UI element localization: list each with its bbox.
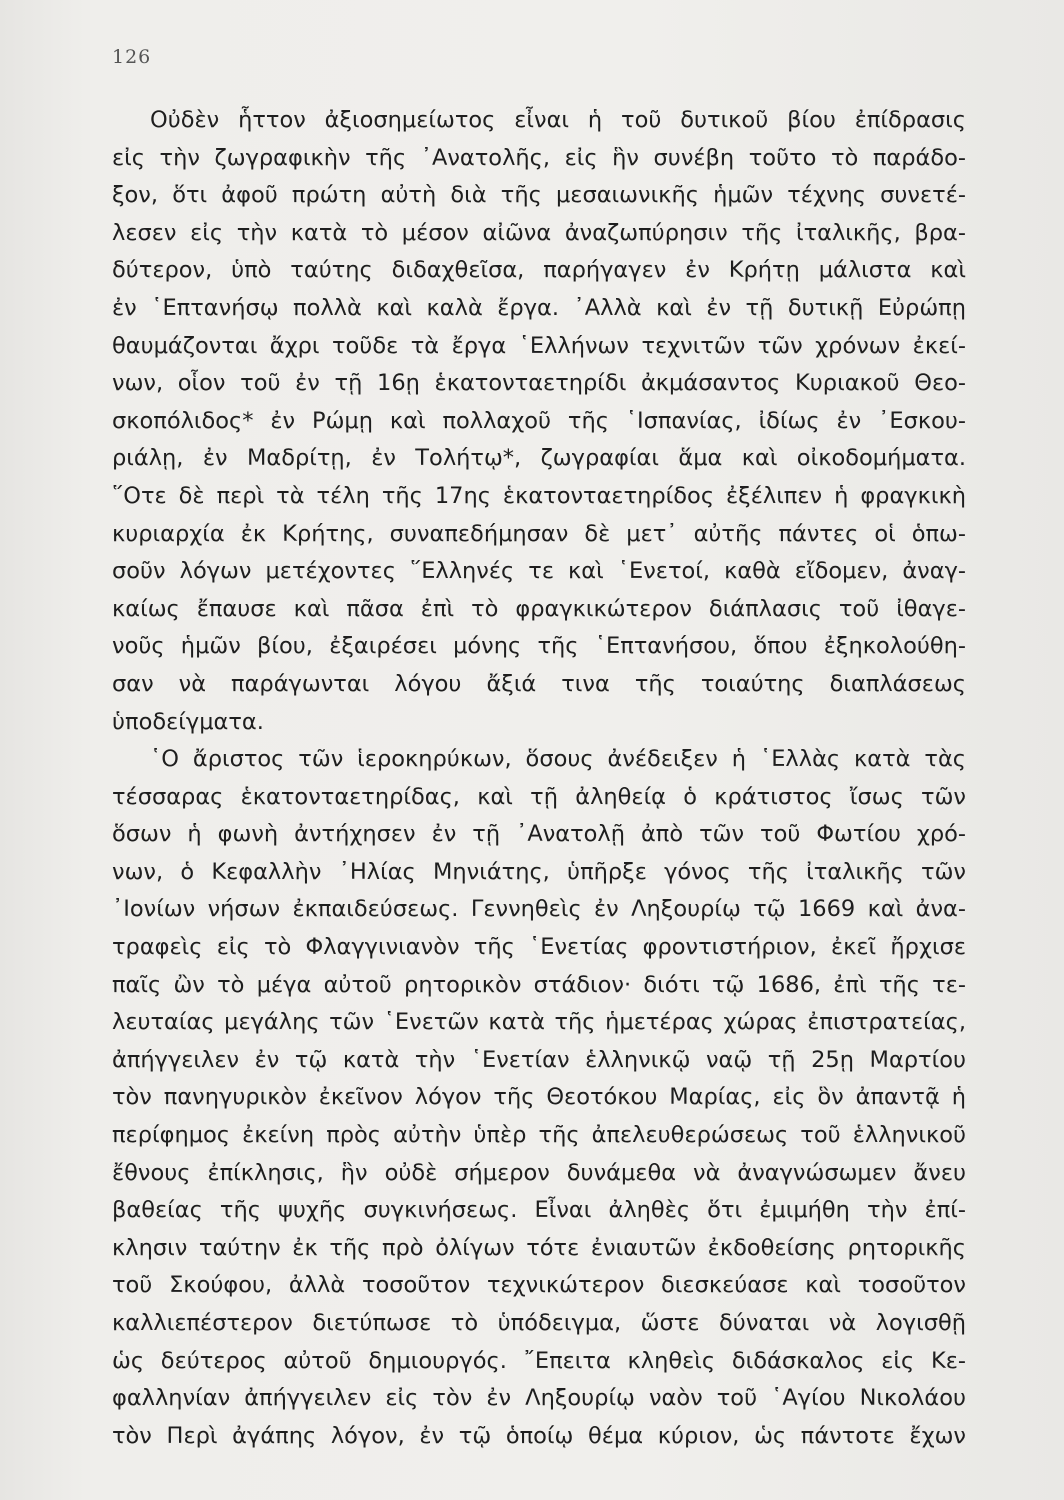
text-line: τέσσαρας ἑκατονταετηρίδας, καὶ τῇ ἀληθείᾳ ὁ κράτιστος ἴσως τῶν bbox=[112, 783, 966, 810]
text-line: βαθείας τῆς ψυχῆς συγκινήσεως. Εἶναι ἀληθὲς ὅτι ἐμιμήθη τὴν ἐπί- bbox=[112, 1197, 966, 1224]
text-line: σκοπόλιδος* ἐν Ρώμῃ καὶ πολλαχοῦ τῆς ῾Ισπανίας, ἰδίως ἐν ᾿Εσκου- bbox=[112, 407, 966, 434]
body-text bbox=[112, 102, 966, 1455]
text-line: ὑποδείγματα. bbox=[112, 708, 264, 735]
text-line: ὡς δεύτερος αὐτοῦ δημιουργός. ῎Επειτα κληθεὶς διδάσκαλος εἰς Κε- bbox=[112, 1347, 966, 1374]
text-line: τὸν Περὶ ἀγάπης λόγον, ἐν τῷ ὁποίῳ θέμα κύριον, ὡς πάντοτε ἔχων bbox=[112, 1422, 966, 1449]
text-line: ὅσων ἡ φωνὴ ἀντήχησεν ἐν τῇ ᾿Ανατολῇ ἀπὸ τῶν τοῦ Φωτίου χρό- bbox=[112, 821, 966, 848]
text-line: φαλληνίαν ἀπήγγειλεν εἰς τὸν ἐν Ληξουρίῳ ναὸν τοῦ ῾Αγίου Νικολάου bbox=[112, 1385, 966, 1412]
text-line: τὸν πανηγυρικὸν ἐκεῖνον λόγον τῆς Θεοτόκου Μαρίας, εἰς ὃν ἀπαντᾷ ἡ bbox=[112, 1084, 966, 1111]
text-line: Οὐδὲν ἧττον ἀξιοσημείωτος εἶναι ἡ τοῦ δυτικοῦ βίου ἐπίδρασις bbox=[150, 107, 966, 133]
text-line: λεσεν εἰς τὴν κατὰ τὸ μέσον αἰῶνα ἀναζωπύρησιν τῆς ἰταλικῆς, βρα- bbox=[112, 219, 966, 246]
text-line: περίφημος ἐκείνη πρὸς αὐτὴν ὑπὲρ τῆς ἀπελευθερώσεως τοῦ ἑλληνικοῦ bbox=[112, 1122, 966, 1149]
text-line: ῞Οτε δὲ περὶ τὰ τέλη τῆς 17ης ἑκατονταετηρίδος ἐξέλιπεν ἡ φραγκικὴ bbox=[112, 482, 966, 509]
text-line: ἀπήγγειλεν ἐν τῷ κατὰ τὴν ῾Ενετίαν ἑλληνικῷ ναῷ τῇ 25ῃ Μαρτίου bbox=[112, 1046, 966, 1073]
text-line: κυριαρχία ἐκ Κρήτης, συναπεδήμησαν δὲ μετ᾿ αὐτῆς πάντες οἱ ὁπω- bbox=[112, 520, 966, 547]
text-line: καλλιεπέστερον διετύπωσε τὸ ὑπόδειγμα, ὥστε δύναται νὰ λογισθῇ bbox=[112, 1310, 966, 1336]
text-line: ἔθνους ἐπίκλησις, ἣν οὐδὲ σήμερον δυνάμεθα νὰ ἀναγνώσωμεν ἄνευ bbox=[112, 1159, 966, 1186]
text-line: ἐν ῾Επτανήσῳ πολλὰ καὶ καλὰ ἔργα. ᾿Αλλὰ καὶ ἐν τῇ δυτικῇ Εὐρώπῃ bbox=[112, 294, 966, 321]
text-line: δύτερον, ὑπὸ ταύτης διδαχθεῖσα, παρήγαγεν ἐν Κρήτῃ μάλιστα καὶ bbox=[112, 257, 966, 284]
text-line: νοῦς ἡμῶν βίου, ἐξαιρέσει μόνης τῆς ῾Επτανήσου, ὅπου ἐξηκολούθη- bbox=[112, 633, 966, 660]
text-line: εἰς τὴν ζωγραφικὴν τῆς ᾿Ανατολῆς, εἰς ἣν συνέβη τοῦτο τὸ παράδο- bbox=[112, 144, 966, 171]
text-line: τοῦ Σκούφου, ἀλλὰ τοσοῦτον τεχνικώτερον διεσκεύασε καὶ τοσοῦτον bbox=[112, 1272, 966, 1299]
text-line: καίως ἔπαυσε καὶ πᾶσα ἐπὶ τὸ φραγκικώτερον διάπλασις τοῦ ἰθαγε- bbox=[112, 595, 966, 622]
text-line: ξον, ὅτι ἀφοῦ πρώτη αὐτὴ διὰ τῆς μεσαιωνικῆς ἡμῶν τέχνης συνετέ- bbox=[112, 182, 966, 209]
text-line: ριάλῃ, ἐν Μαδρίτῃ, ἐν Τολήτῳ*, ζωγραφίαι ἅμα καὶ οἰκοδομήματα. bbox=[112, 445, 966, 472]
text-line: θαυμάζονται ἄχρι τοῦδε τὰ ἔργα ῾Ελλήνων τεχνιτῶν τῶν χρόνων ἐκεί- bbox=[112, 332, 966, 359]
text-line: ῾Ο ἄριστος τῶν ἱεροκηρύκων, ὅσους ἀνέδειξεν ἡ ῾Ελλὰς κατὰ τὰς bbox=[150, 746, 966, 773]
text-line: σοῦν λόγων μετέχοντες ῞Ελληνές τε καὶ ῾Ενετοί, καθὰ εἴδομεν, ἀναγ- bbox=[112, 558, 966, 585]
text-line: τραφεὶς εἰς τὸ Φλαγγινιανὸν τῆς ῾Ενετίας φροντιστήριον, ἐκεῖ ἤρχισε bbox=[112, 934, 966, 961]
text-line: σαν νὰ παράγωνται λόγου ἄξιά τινα τῆς τοιαύτης διαπλάσεως bbox=[112, 670, 966, 697]
text-line: ᾿Ιονίων νήσων ἐκπαιδεύσεως. Γεννηθεὶς ἐν Ληξουρίῳ τῷ 1669 καὶ ἀνα- bbox=[112, 896, 966, 923]
text-line: κλησιν ταύτην ἐκ τῆς πρὸ ὀλίγων τότε ἐνιαυτῶν ἐκδοθείσης ρητορικῆς bbox=[112, 1234, 966, 1261]
page-number: 126 bbox=[112, 46, 152, 68]
text-line: παῖς ὢν τὸ μέγα αὐτοῦ ρητορικὸν στάδιον· διότι τῷ 1686, ἐπὶ τῆς τε- bbox=[112, 971, 966, 998]
text-line: λευταίας μεγάλης τῶν ῾Ενετῶν κατὰ τῆς ἡμετέρας χώρας ἐπιστρατείας, bbox=[112, 1009, 966, 1036]
text-line: νων, οἷον τοῦ ἐν τῇ 16ῃ ἑκατονταετηρίδι ἀκμάσαντος Κυριακοῦ Θεο- bbox=[112, 370, 966, 397]
text-line: νων, ὁ Κεφαλλὴν ᾿Ηλίας Μηνιάτης, ὑπῆρξε γόνος τῆς ἰταλικῆς τῶν bbox=[112, 858, 966, 885]
